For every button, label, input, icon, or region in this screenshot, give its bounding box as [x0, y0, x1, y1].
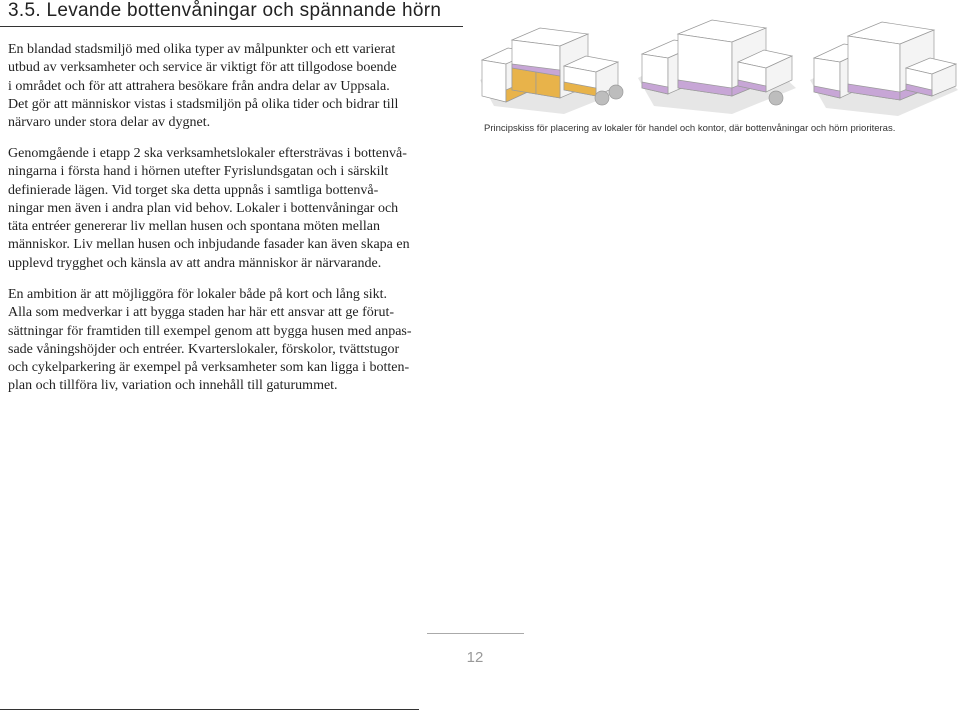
text-line: En blandad stadsmiljö med olika typer av målpunkter och ett varierat [8, 42, 396, 57]
text-line: människor. Liv mellan husen och inbjudande fasader kan även skapa en [8, 237, 410, 253]
body-paragraph-2 [8, 145, 458, 273]
text-line: Det gör att människor vistas i stadsmiljön på olika tider och bidrar till [8, 96, 399, 112]
footer-rule [427, 633, 524, 634]
tree [769, 91, 783, 105]
text-line: definierade lägen. Vid torget ska detta uppnås i samtliga bottenvå- [8, 182, 379, 198]
heading-rule [0, 26, 463, 27]
text-line: ningarna i första hand i hörnen utefter Fyrislundsgatan och i särskilt [8, 164, 389, 180]
text-line: sade våningshöjder och entréer. Kvarterslokaler, förskolor, tvättstugor [8, 341, 400, 357]
section-heading: 3.5. Levande bottenvåningar och spännande hörn [8, 0, 442, 21]
building-block-1 [480, 28, 624, 114]
text-line: utbud av verksamheter och service är viktigt för att tillgodose boende [8, 60, 397, 76]
text-line: Genomgående i etapp 2 ska verksamhetslokaler eftersträvas i bottenvå- [8, 146, 407, 161]
building-block-2 [638, 20, 796, 114]
page-number: 12 [466, 649, 484, 666]
building-block-3 [810, 22, 958, 116]
text-line: närvaro under stora delar av dygnet. [8, 115, 211, 131]
body-paragraph-3 [8, 286, 458, 396]
text-line: och cykelparkering är exempel på verksamheter som kan ligga i botten- [8, 360, 410, 376]
bottom-rule [0, 709, 419, 710]
body-paragraph-1 [8, 41, 458, 132]
text-line: En ambition är att möjliggöra för lokaler både på kort och lång sikt. [8, 287, 388, 302]
tree [595, 91, 609, 105]
tree [609, 85, 623, 99]
text-line: täta entréer genererar liv mellan husen och spontana möten mellan [8, 219, 381, 235]
text-line: ningar men även i andra plan vid behov. Lokaler i bottenvåningar och [8, 200, 399, 216]
text-line: Alla som medverkar i att bygga staden har här ett ansvar att ge förut- [8, 305, 395, 321]
figure-caption: Principskiss för placering av lokaler för handel och kontor, där bottenvåningar och hörn prioriteras. [484, 123, 896, 134]
text-line: upplevd trygghet och känsla av att andra människor är närvarande. [8, 255, 382, 271]
text-line: sättningar för framtiden till exempel genom att bygga husen med anpas- [8, 323, 412, 339]
text-line: plan och tillföra liv, variation och innehåll till gaturummet. [8, 378, 338, 394]
text-line: i området och för att attrahera besökare från andra delar av Uppsala. [8, 78, 390, 94]
principle-sketch-figure [478, 10, 960, 120]
